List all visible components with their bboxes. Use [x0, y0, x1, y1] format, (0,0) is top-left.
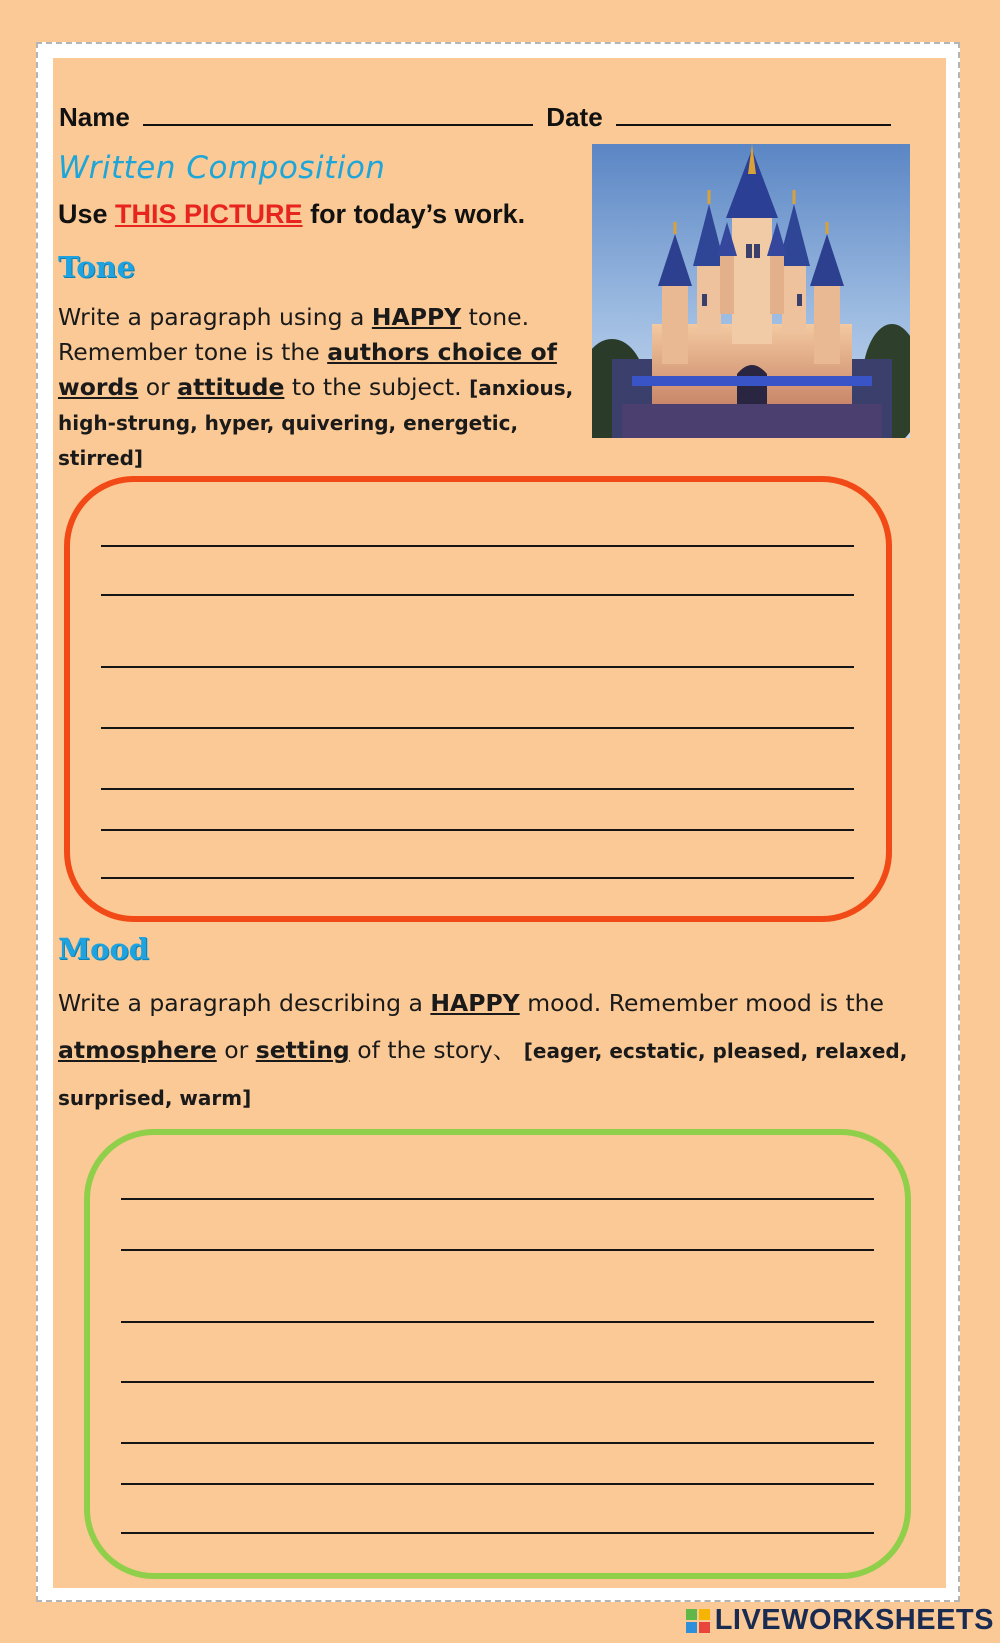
mood-heading: Mood [58, 932, 150, 966]
mood-writing-line[interactable] [121, 1249, 874, 1251]
mood-writing-line[interactable] [121, 1381, 874, 1383]
date-field[interactable] [616, 102, 891, 126]
tone-word-list: [anxious, high-strung, hyper, quivering, energetic, stirred] [58, 376, 574, 470]
mood-word-list: [eager, ecstatic, pleased, relaxed, surprised, warm] [58, 1039, 908, 1110]
castle-picture [592, 144, 910, 438]
tone-writing-line[interactable] [101, 545, 854, 547]
mood-writing-line[interactable] [121, 1321, 874, 1323]
tone-writing-box[interactable] [64, 476, 892, 922]
tone-writing-line[interactable] [101, 877, 854, 879]
date-label: Date [546, 102, 603, 132]
tone-writing-line[interactable] [101, 829, 854, 831]
tone-heading: Tone [58, 250, 136, 284]
mood-writing-line[interactable] [121, 1483, 874, 1485]
liveworksheets-watermark: LIVEWORKSHEETS [685, 1604, 994, 1637]
mood-writing-line[interactable] [121, 1198, 874, 1200]
liveworksheets-logo-icon [685, 1608, 711, 1634]
name-date-row [59, 102, 897, 133]
instruction-line: Use THIS PICTURE for today’s work. [58, 199, 526, 229]
tone-writing-line[interactable] [101, 788, 854, 790]
mood-instructions: Write a paragraph describing a HAPPY mood. Remember mood is the atmosphere or setting of the story、 [eager, ecstatic, pleased, relaxed, surprised, warm] [58, 989, 908, 1110]
tone-writing-line[interactable] [101, 666, 854, 668]
tone-instructions: Write a paragraph using a HAPPY tone. Remember tone is the authors choice of words or attitude to the subject. [anxious, high-strung, hyper, quivering, energetic, stirred] [58, 303, 574, 470]
tone-writing-line[interactable] [101, 594, 854, 596]
page-title: Written Composition [58, 150, 386, 186]
name-field[interactable] [143, 102, 533, 126]
mood-writing-line[interactable] [121, 1442, 874, 1444]
name-label: Name [59, 102, 130, 132]
mood-writing-box[interactable] [84, 1129, 911, 1579]
castle-image [592, 144, 910, 438]
tone-writing-line[interactable] [101, 727, 854, 729]
mood-writing-line[interactable] [121, 1532, 874, 1534]
this-picture-link[interactable]: THIS PICTURE [115, 199, 303, 229]
